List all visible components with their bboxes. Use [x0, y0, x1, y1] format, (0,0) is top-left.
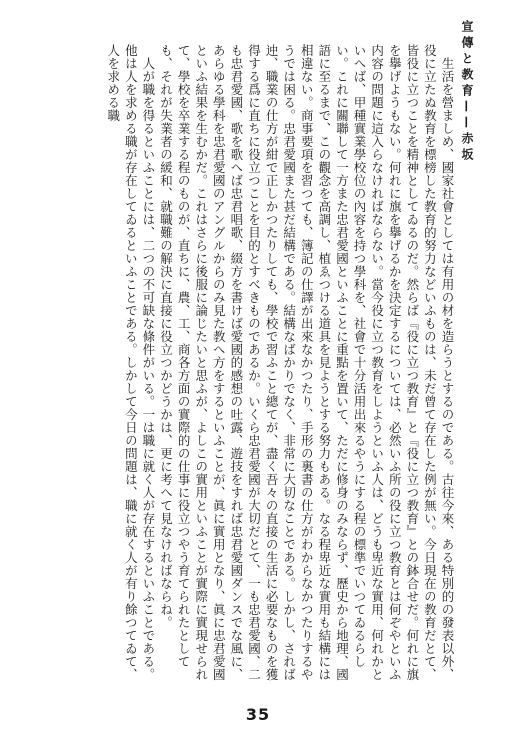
- body-text: [18, 44, 456, 684]
- page-number: 35: [245, 705, 271, 724]
- paragraph-1: 生活を營ましめ、國家社會としては有用の材を造らうとするのである。古往今來、ある特別的の發表以外、役に立たぬ教育を標榜した教育的努力などいふものは、未だ曾て存在した例が無い。今日現在の教育だとて、皆役に立つことを精神としてゐるのだ。然らば『役に立つ教育』と『役に立つ教育』との鉢合せだ。何れに旗を擧げようもない。何れに旗を擧げるかを決定するについては、必然いふ所の役に立つ教育とは何ぞやといふ内容の問題に這入らなければならない。當今役に立つ教育をしようといふ人は、どうも卑近な實用、何れかといへば、甲種實業學校位の內容を持つ學科を、社會で十分活用出來るやうにする程の標準でいつてゐるらしい。これに關聯して一方また忠君愛國といふことに重點を置いて、ただに修身のみならず、歷史から地理、國語に至るまで、この觀念を高調し、植ゑつける道具を見ようとする努力もある。なる程卑近な實用も結構には相違ない。商事要項を習つても、簿記の仕譯が出來なかつたり、手形の裏書の仕方がわからなかつたりするやうでは困る。忠君愛國また甚だ結構である。結構なばかりでなく、非常に大切なことである。しかし、されば迚、職業の仕方が紺で正しかつたりしても、學校で習ふこと總てが、盡く吾々の直接の生活に必要なものを獲得する爲に直ちに役立つことを目的とすべきものであるか。いくら忠君愛國が大切だとて、一も忠君愛國、二も忠君愛國、歌を歌へば忠君唱歌、綴方を書けば愛國的感想の吐露、遊技をすれば忠君愛國ダンスでな風に、あらゆる學科を忠君愛國のアングルからのみ見た教へ方をするといふことが、眞に實用となり、眞に忠君愛國といふ結果を生むかだ。これはさらに後服に論じたいと思ふが、よしこの實用といふことが實際に實現せられて、學校を卒業する程のものが、直ちに、農、工、商各方面の實際的の仕事に役立つやう育てられたとしても、それが失業者の緩和、就職難の解決に直接に役立つかどうかは、更に考へて見なければならね。: [158, 44, 455, 681]
- paragraph-2: 人が職を得るといふことには、二つの不可缺な條件がいる。一は職に就く人が存在するといふことである。他は人を求める職が存在してゐるといふことである。しかして今日の問題は、職に就く人が有り餘つてゐて、人を求める職: [105, 44, 156, 681]
- running-head: 宣傳と教育——赤坂: [460, 20, 474, 164]
